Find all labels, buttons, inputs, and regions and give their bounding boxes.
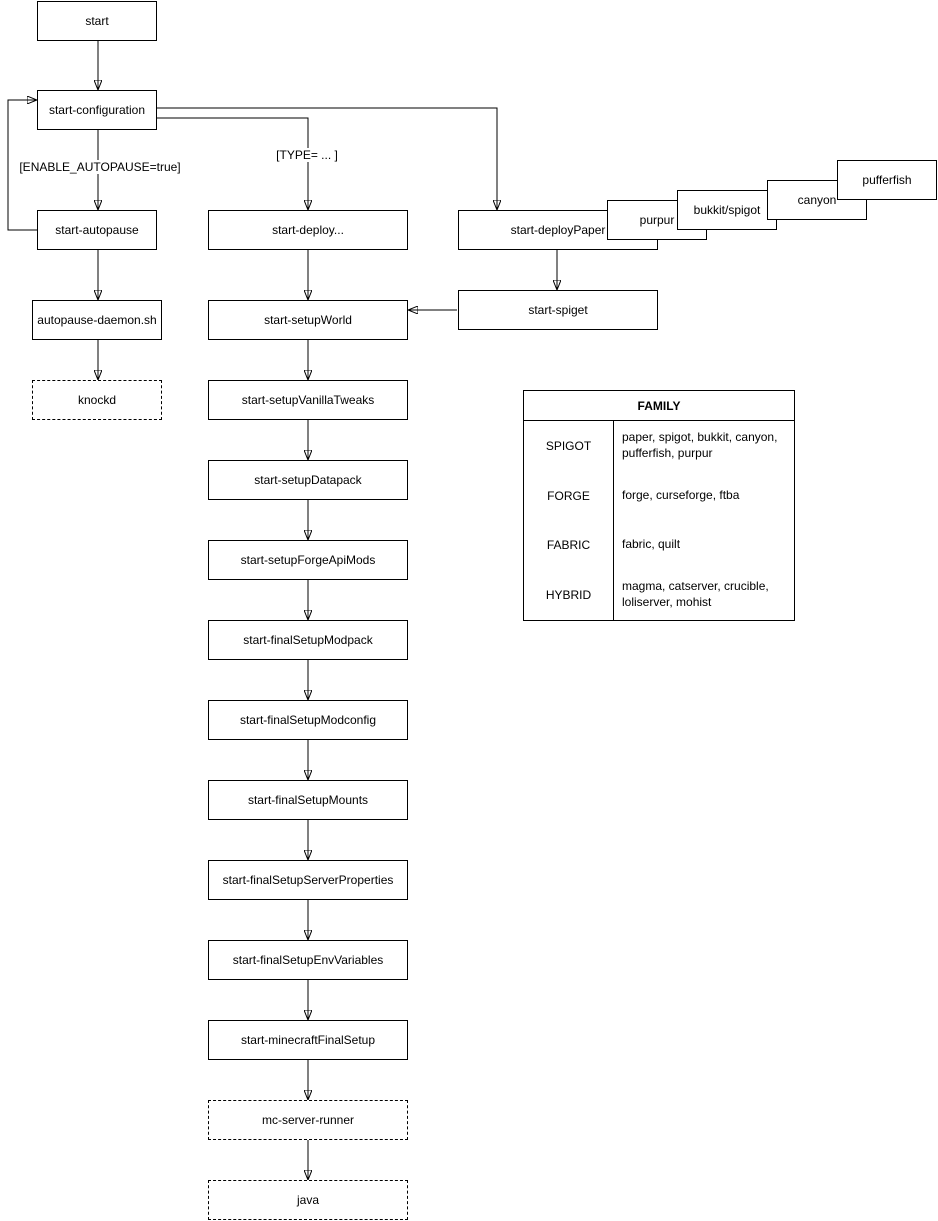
- family-name: HYBRID: [524, 570, 614, 620]
- edge-label-type-condition: [TYPE= ... ]: [276, 148, 338, 162]
- node-pufferfish: pufferfish: [837, 160, 937, 200]
- family-members: fabric, quilt: [622, 537, 681, 552]
- node-start-finalSetupModconfig: start-finalSetupModconfig: [208, 700, 408, 740]
- node-canyon: canyon: [767, 180, 867, 220]
- node-start-finalSetupEnvVariables: start-finalSetupEnvVariables: [208, 940, 408, 980]
- node-start-spiget: start-spiget: [458, 290, 658, 330]
- node-start-deploy: start-deploy...: [208, 210, 408, 250]
- family-table-row-forge: [524, 471, 794, 521]
- family-table: [523, 390, 795, 621]
- node-start-minecraftFinalSetup: start-minecraftFinalSetup: [208, 1020, 408, 1060]
- node-start: start: [37, 1, 157, 41]
- node-start-finalSetupMounts: start-finalSetupMounts: [208, 780, 408, 820]
- edge-label-enable-autopause: [ENABLE_AUTOPAUSE=true]: [19, 160, 181, 174]
- node-start-setupDatapack: start-setupDatapack: [208, 460, 408, 500]
- node-bukkit-spigot: bukkit/spigot: [677, 190, 777, 230]
- node-start-configuration: start-configuration: [37, 90, 157, 130]
- family-table-row-fabric: [524, 521, 794, 571]
- node-mc-server-runner: mc-server-runner: [208, 1100, 408, 1140]
- node-java: java: [208, 1180, 408, 1220]
- node-start-deployPaper: start-deployPaper: [458, 210, 658, 250]
- family-table-row-spigot: [524, 421, 794, 471]
- node-start-finalSetupServerProperties: start-finalSetupServerProperties: [208, 860, 408, 900]
- family-members: paper, spigot, bukkit, canyon, pufferfish, purpur: [622, 429, 778, 460]
- family-members: forge, curseforge, ftba: [622, 487, 740, 502]
- node-purpur: purpur: [607, 200, 707, 240]
- family-table-title: FAMILY: [524, 391, 794, 421]
- node-start-setupWorld: start-setupWorld: [208, 300, 408, 340]
- family-table-body: [524, 421, 794, 620]
- node-start-setupForgeApiMods: start-setupForgeApiMods: [208, 540, 408, 580]
- node-knockd: knockd: [32, 380, 162, 420]
- node-start-autopause: start-autopause: [37, 210, 157, 250]
- node-start-finalSetupModpack: start-finalSetupModpack: [208, 620, 408, 660]
- family-members: magma, catserver, crucible, loliserver, mohist: [622, 579, 769, 610]
- node-autopause-daemon-sh: autopause-daemon.sh: [32, 300, 162, 340]
- family-name: SPIGOT: [524, 421, 614, 471]
- family-table-row-hybrid: [524, 570, 794, 620]
- node-start-setupVanillaTweaks: start-setupVanillaTweaks: [208, 380, 408, 420]
- family-name: FABRIC: [524, 521, 614, 571]
- family-name: FORGE: [524, 471, 614, 521]
